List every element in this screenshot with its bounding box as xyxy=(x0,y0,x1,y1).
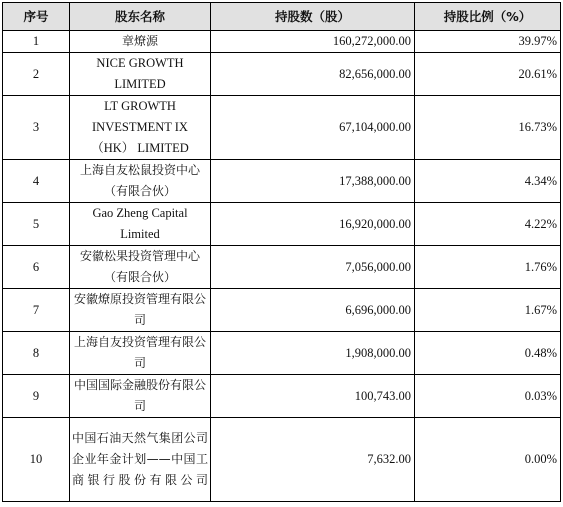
share-ratio: 4.34% xyxy=(415,160,561,203)
table-row xyxy=(3,96,561,160)
table-row xyxy=(3,289,561,332)
shareholder-name: 安徽松果投资管理中心（有限合伙） xyxy=(70,246,211,289)
table-row xyxy=(3,332,561,375)
shareholder-name: 上海自友投资管理有限公司 xyxy=(70,332,211,375)
header-shares: 持股数（股） xyxy=(211,3,415,31)
share-count: 7,632.00 xyxy=(211,418,415,502)
table-row xyxy=(3,418,561,502)
shareholder-name: NICE GROWTH LIMITED xyxy=(70,53,211,96)
shareholder-name: LT GROWTH INVESTMENT IX （HK） LIMITED xyxy=(70,96,211,160)
row-index: 5 xyxy=(3,203,70,246)
table-header-row xyxy=(3,3,561,31)
share-ratio: 4.22% xyxy=(415,203,561,246)
shareholder-name: 中国国际金融股份有限公司 xyxy=(70,375,211,418)
share-count: 100,743.00 xyxy=(211,375,415,418)
share-ratio: 0.48% xyxy=(415,332,561,375)
share-ratio: 0.03% xyxy=(415,375,561,418)
row-index: 3 xyxy=(3,96,70,160)
share-count: 6,696,000.00 xyxy=(211,289,415,332)
table-row xyxy=(3,375,561,418)
shareholder-name: 上海自友松鼠投资中心（有限合伙） xyxy=(70,160,211,203)
share-count: 7,056,000.00 xyxy=(211,246,415,289)
shareholder-name: 安徽燎原投资管理有限公司 xyxy=(70,289,211,332)
share-count: 160,272,000.00 xyxy=(211,31,415,53)
share-ratio: 1.76% xyxy=(415,246,561,289)
table-row xyxy=(3,246,561,289)
row-index: 7 xyxy=(3,289,70,332)
shareholder-table xyxy=(2,2,561,502)
header-ratio: 持股比例（%） xyxy=(415,3,561,31)
share-count: 17,388,000.00 xyxy=(211,160,415,203)
share-count: 82,656,000.00 xyxy=(211,53,415,96)
share-count: 1,908,000.00 xyxy=(211,332,415,375)
table-row xyxy=(3,53,561,96)
share-ratio: 20.61% xyxy=(415,53,561,96)
row-index: 2 xyxy=(3,53,70,96)
row-index: 10 xyxy=(3,418,70,502)
header-name: 股东名称 xyxy=(70,3,211,31)
row-index: 4 xyxy=(3,160,70,203)
row-index: 9 xyxy=(3,375,70,418)
table-row xyxy=(3,203,561,246)
share-ratio: 1.67% xyxy=(415,289,561,332)
row-index: 6 xyxy=(3,246,70,289)
share-ratio: 16.73% xyxy=(415,96,561,160)
header-index: 序号 xyxy=(3,3,70,31)
share-ratio: 0.00% xyxy=(415,418,561,502)
share-count: 67,104,000.00 xyxy=(211,96,415,160)
shareholder-name: Gao Zheng Capital Limited xyxy=(70,203,211,246)
share-count: 16,920,000.00 xyxy=(211,203,415,246)
row-index: 8 xyxy=(3,332,70,375)
shareholder-name: 章燎源 xyxy=(70,31,211,53)
share-ratio: 39.97% xyxy=(415,31,561,53)
table-row xyxy=(3,160,561,203)
row-index: 1 xyxy=(3,31,70,53)
table-row xyxy=(3,31,561,53)
shareholder-name: 中国石油天然气集团公司企业年金计划——中国工商银行股份有限公司 xyxy=(70,418,211,502)
